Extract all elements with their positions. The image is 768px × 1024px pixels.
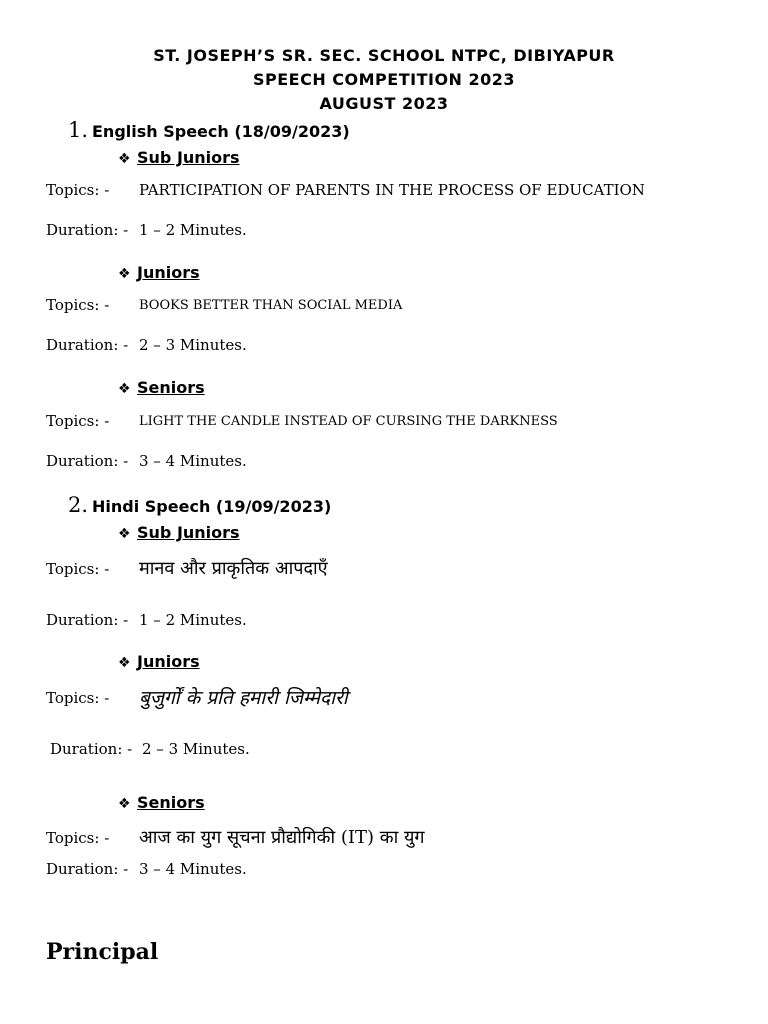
diamond-bullet-icon: ❖ — [118, 151, 131, 167]
diamond-bullet-icon: ❖ — [118, 381, 131, 397]
topic-text: आज का युग सूचना प्रौद्योगिकी (IT) का युग — [139, 827, 425, 848]
topic-text: बुजुर्गों के प्रति हमारी जिम्मेदारी — [139, 687, 348, 709]
topics-label: Topics: - — [46, 560, 110, 578]
section-number: 1. — [68, 118, 89, 142]
section-title: Hindi Speech (19/09/2023) — [92, 497, 332, 516]
diamond-bullet-icon: ❖ — [118, 655, 131, 671]
duration-label: Duration: - — [46, 611, 129, 629]
topic-text: BOOKS BETTER THAN SOCIAL MEDIA — [139, 298, 403, 313]
duration-value: 3 – 4 Minutes. — [139, 860, 247, 878]
duration-value: 2 – 3 Minutes. — [142, 740, 250, 758]
category-label: Juniors — [137, 652, 200, 671]
topics-label: Topics: - — [46, 181, 110, 199]
duration-label: Duration: - — [46, 860, 129, 878]
diamond-bullet-icon: ❖ — [118, 796, 131, 812]
category-heading — [118, 378, 205, 397]
category-label: Sub Juniors — [137, 148, 240, 167]
category-heading — [118, 793, 205, 812]
topics-label: Topics: - — [46, 689, 110, 707]
competition-title: SPEECH COMPETITION 2023 — [252, 70, 516, 89]
diamond-bullet-icon: ❖ — [118, 526, 131, 542]
duration-label: Duration: - — [46, 336, 129, 354]
topic-text: मानव और प्राकृतिक आपदाएँ — [139, 558, 328, 579]
diamond-bullet-icon: ❖ — [118, 266, 131, 282]
category-label: Sub Juniors — [137, 523, 240, 542]
category-label: Seniors — [137, 793, 205, 812]
category-heading — [118, 523, 240, 542]
topic-text: LIGHT THE CANDLE INSTEAD OF CURSING THE DARKNESS — [139, 414, 558, 429]
category-heading — [118, 263, 200, 282]
duration-value: 2 – 3 Minutes. — [139, 336, 247, 354]
topics-label: Topics: - — [46, 829, 110, 847]
category-label: Seniors — [137, 378, 205, 397]
section-number: 2. — [68, 493, 89, 517]
topics-label: Topics: - — [46, 296, 110, 314]
duration-value: 3 – 4 Minutes. — [139, 452, 247, 470]
duration-label: Duration: - — [46, 221, 129, 239]
duration-label: Duration: - — [46, 452, 129, 470]
category-heading — [118, 148, 240, 167]
category-label: Juniors — [137, 263, 200, 282]
category-heading — [118, 652, 200, 671]
competition-month: AUGUST 2023 — [319, 94, 449, 113]
duration-label: Duration: - — [50, 740, 133, 758]
topics-label: Topics: - — [46, 412, 110, 430]
duration-value: 1 – 2 Minutes. — [139, 221, 247, 239]
principal-signature-label: Principal — [46, 939, 159, 965]
school-name: ST. JOSEPH’S SR. SEC. SCHOOL NTPC, DIBIYAPUR — [153, 46, 615, 65]
section-title: English Speech (18/09/2023) — [92, 122, 350, 141]
topic-text: PARTICIPATION OF PARENTS IN THE PROCESS OF EDUCATION — [139, 181, 645, 199]
duration-value: 1 – 2 Minutes. — [139, 611, 247, 629]
